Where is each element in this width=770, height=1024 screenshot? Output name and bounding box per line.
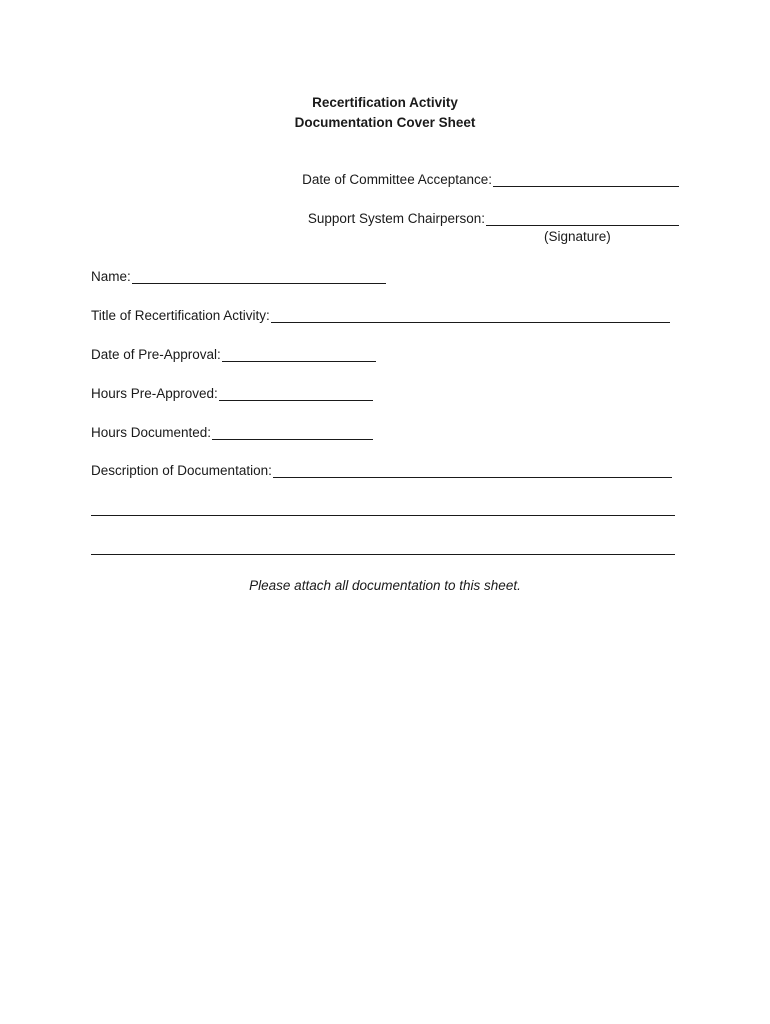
pre-approval-date-label: Date of Pre-Approval: (91, 347, 221, 362)
description-field (91, 462, 672, 478)
chairperson-field (308, 210, 679, 226)
committee-acceptance-blank[interactable] (493, 171, 679, 187)
hours-pre-approved-label: Hours Pre-Approved: (91, 386, 218, 401)
title-line-1: Recertification Activity (312, 95, 458, 110)
description-blank[interactable] (273, 462, 672, 478)
title-line-2: Documentation Cover Sheet (294, 115, 476, 130)
name-label: Name: (91, 269, 131, 284)
hours-pre-approved-blank[interactable] (219, 385, 373, 401)
committee-acceptance-field (302, 171, 679, 187)
attach-documentation-note: Please attach all documentation to this sheet. (249, 578, 521, 593)
hours-documented-field (91, 424, 373, 440)
hours-pre-approved-field (91, 385, 373, 401)
activity-title-blank[interactable] (271, 307, 670, 323)
activity-title-label: Title of Recertification Activity: (91, 308, 270, 323)
pre-approval-date-blank[interactable] (222, 346, 376, 362)
name-blank[interactable] (132, 268, 386, 284)
committee-acceptance-label: Date of Committee Acceptance: (302, 172, 492, 187)
activity-title-field (91, 307, 670, 323)
pre-approval-date-field (91, 346, 376, 362)
hours-documented-label: Hours Documented: (91, 425, 212, 440)
page-title (0, 93, 770, 133)
description-blank-line-3[interactable] (91, 553, 675, 555)
description-label: Description of Documentation: (91, 463, 272, 478)
signature-note: (Signature) (544, 229, 611, 244)
description-blank-line-2[interactable] (91, 514, 675, 516)
hours-documented-blank[interactable] (212, 424, 373, 440)
chairperson-signature-blank[interactable] (486, 210, 679, 226)
chairperson-label: Support System Chairperson: (307, 211, 485, 226)
name-field (91, 268, 386, 284)
